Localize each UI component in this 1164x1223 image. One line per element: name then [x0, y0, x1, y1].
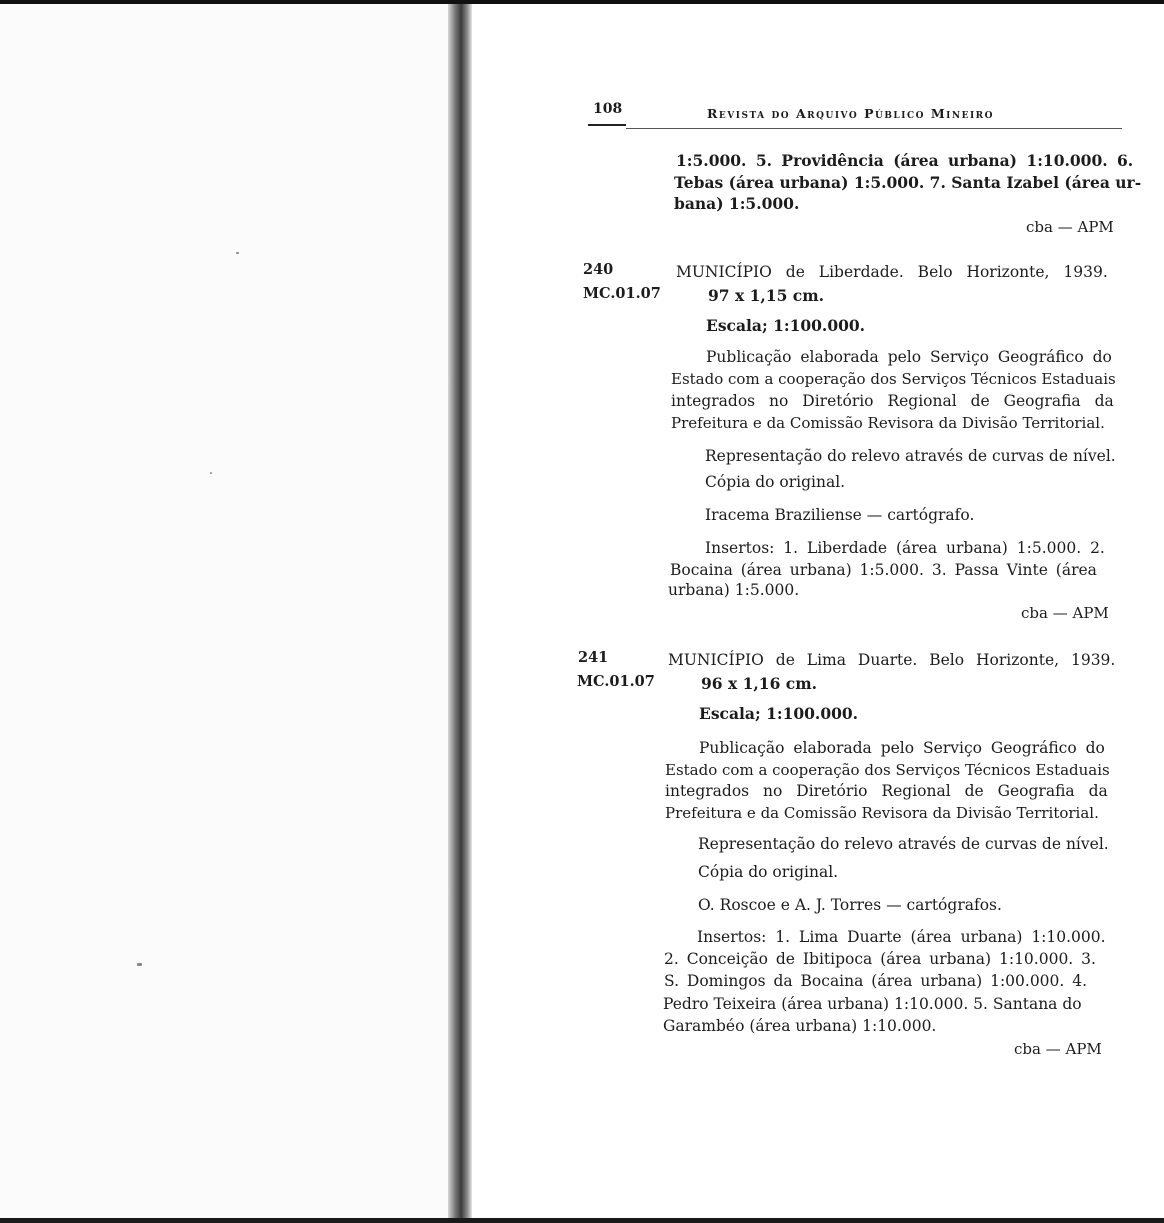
continuation-line: bana) 1:5.000. — [674, 194, 800, 213]
header-rule — [626, 128, 1122, 129]
credit: cba — APM — [1014, 1040, 1102, 1058]
copy-note: Cópia do original. — [698, 863, 839, 881]
credit: cba — APM — [1021, 604, 1109, 622]
publication-line: Prefeitura e da Comissão Revisora da Divisão Territorial. — [665, 804, 1099, 822]
insets-line: 2. Conceição de Ibitipoca (área urbana) 1:10.000. 3. — [664, 950, 1096, 968]
continuation-line: Tebas (área urbana) 1:5.000. 7. Santa Izabel (área ur- — [674, 173, 1142, 192]
insets-line: Insertos: 1. Liberdade (área urbana) 1:5.000. 2. — [705, 539, 1105, 557]
entry-dimensions: 96 x 1,16 cm. — [701, 674, 817, 693]
cartographer-note: Iracema Braziliense — cartógrafo. — [705, 506, 975, 524]
publication-line: integrados no Diretório Regional de Geografia da — [671, 392, 1114, 410]
insets-line: urbana) 1:5.000. — [668, 581, 800, 599]
publication-line: Estado com a cooperação dos Serviços Técnicos Estaduais — [671, 370, 1116, 388]
entry-dimensions: 97 x 1,15 cm. — [708, 286, 824, 305]
entry-scale: Escala; 1:100.000. — [699, 704, 859, 723]
entry-code: MC.01.07 — [583, 285, 661, 302]
relief-note: Representação do relevo através de curvas de nível. — [705, 447, 1116, 465]
book-gutter — [448, 0, 472, 1223]
cartographer-note: O. Roscoe e A. J. Torres — cartógrafos. — [698, 896, 1002, 914]
insets-line: Pedro Teixeira (área urbana) 1:10.000. 5. Santana do — [663, 995, 1082, 1013]
insets-line: Insertos: 1. Lima Duarte (área urbana) 1:10.000. — [697, 928, 1106, 946]
credit: cba — APM — [1026, 218, 1114, 236]
scan-top-edge — [0, 0, 1164, 4]
scan-speck — [236, 252, 239, 254]
header-rule — [588, 124, 626, 126]
entry-title: MUNICÍPIO de Liberdade. Belo Horizonte, 1939. — [676, 263, 1108, 281]
entry-scale: Escala; 1:100.000. — [706, 316, 866, 335]
scan-speck — [137, 963, 142, 966]
entry-number: 241 — [578, 649, 609, 666]
insets-line: Bocaina (área urbana) 1:5.000. 3. Passa Vinte (área — [670, 561, 1097, 579]
publication-line: Prefeitura e da Comissão Revisora da Divisão Territorial. — [671, 414, 1105, 432]
continuation-line: 1:5.000. 5. Providência (área urbana) 1:10.000. 6. — [676, 151, 1134, 170]
copy-note: Cópia do original. — [705, 473, 846, 491]
entry-number: 240 — [583, 261, 614, 278]
insets-line: Garambéo (área urbana) 1:10.000. — [663, 1017, 937, 1035]
entry-title: MUNICÍPIO de Lima Duarte. Belo Horizonte, 1939. — [668, 651, 1116, 669]
scan-bottom-edge — [0, 1218, 1164, 1223]
entry-code: MC.01.07 — [577, 673, 655, 690]
publication-line: Estado com a cooperação dos Serviços Técnicos Estaduais — [665, 761, 1110, 779]
scan-speck — [210, 472, 212, 474]
publication-line: Publicação elaborada pelo Serviço Geográfico do — [699, 739, 1105, 757]
publication-line: Publicação elaborada pelo Serviço Geográfico do — [706, 348, 1112, 366]
journal-title: Revista do Arquivo Público Mineiro — [707, 106, 994, 121]
page-number: 108 — [593, 101, 623, 117]
left-blank-page — [0, 0, 450, 1223]
relief-note: Representação do relevo através de curvas de nível. — [698, 835, 1109, 853]
publication-line: integrados no Diretório Regional de Geografia da — [665, 782, 1108, 800]
insets-line: S. Domingos da Bocaina (área urbana) 1:00.000. 4. — [664, 972, 1088, 990]
